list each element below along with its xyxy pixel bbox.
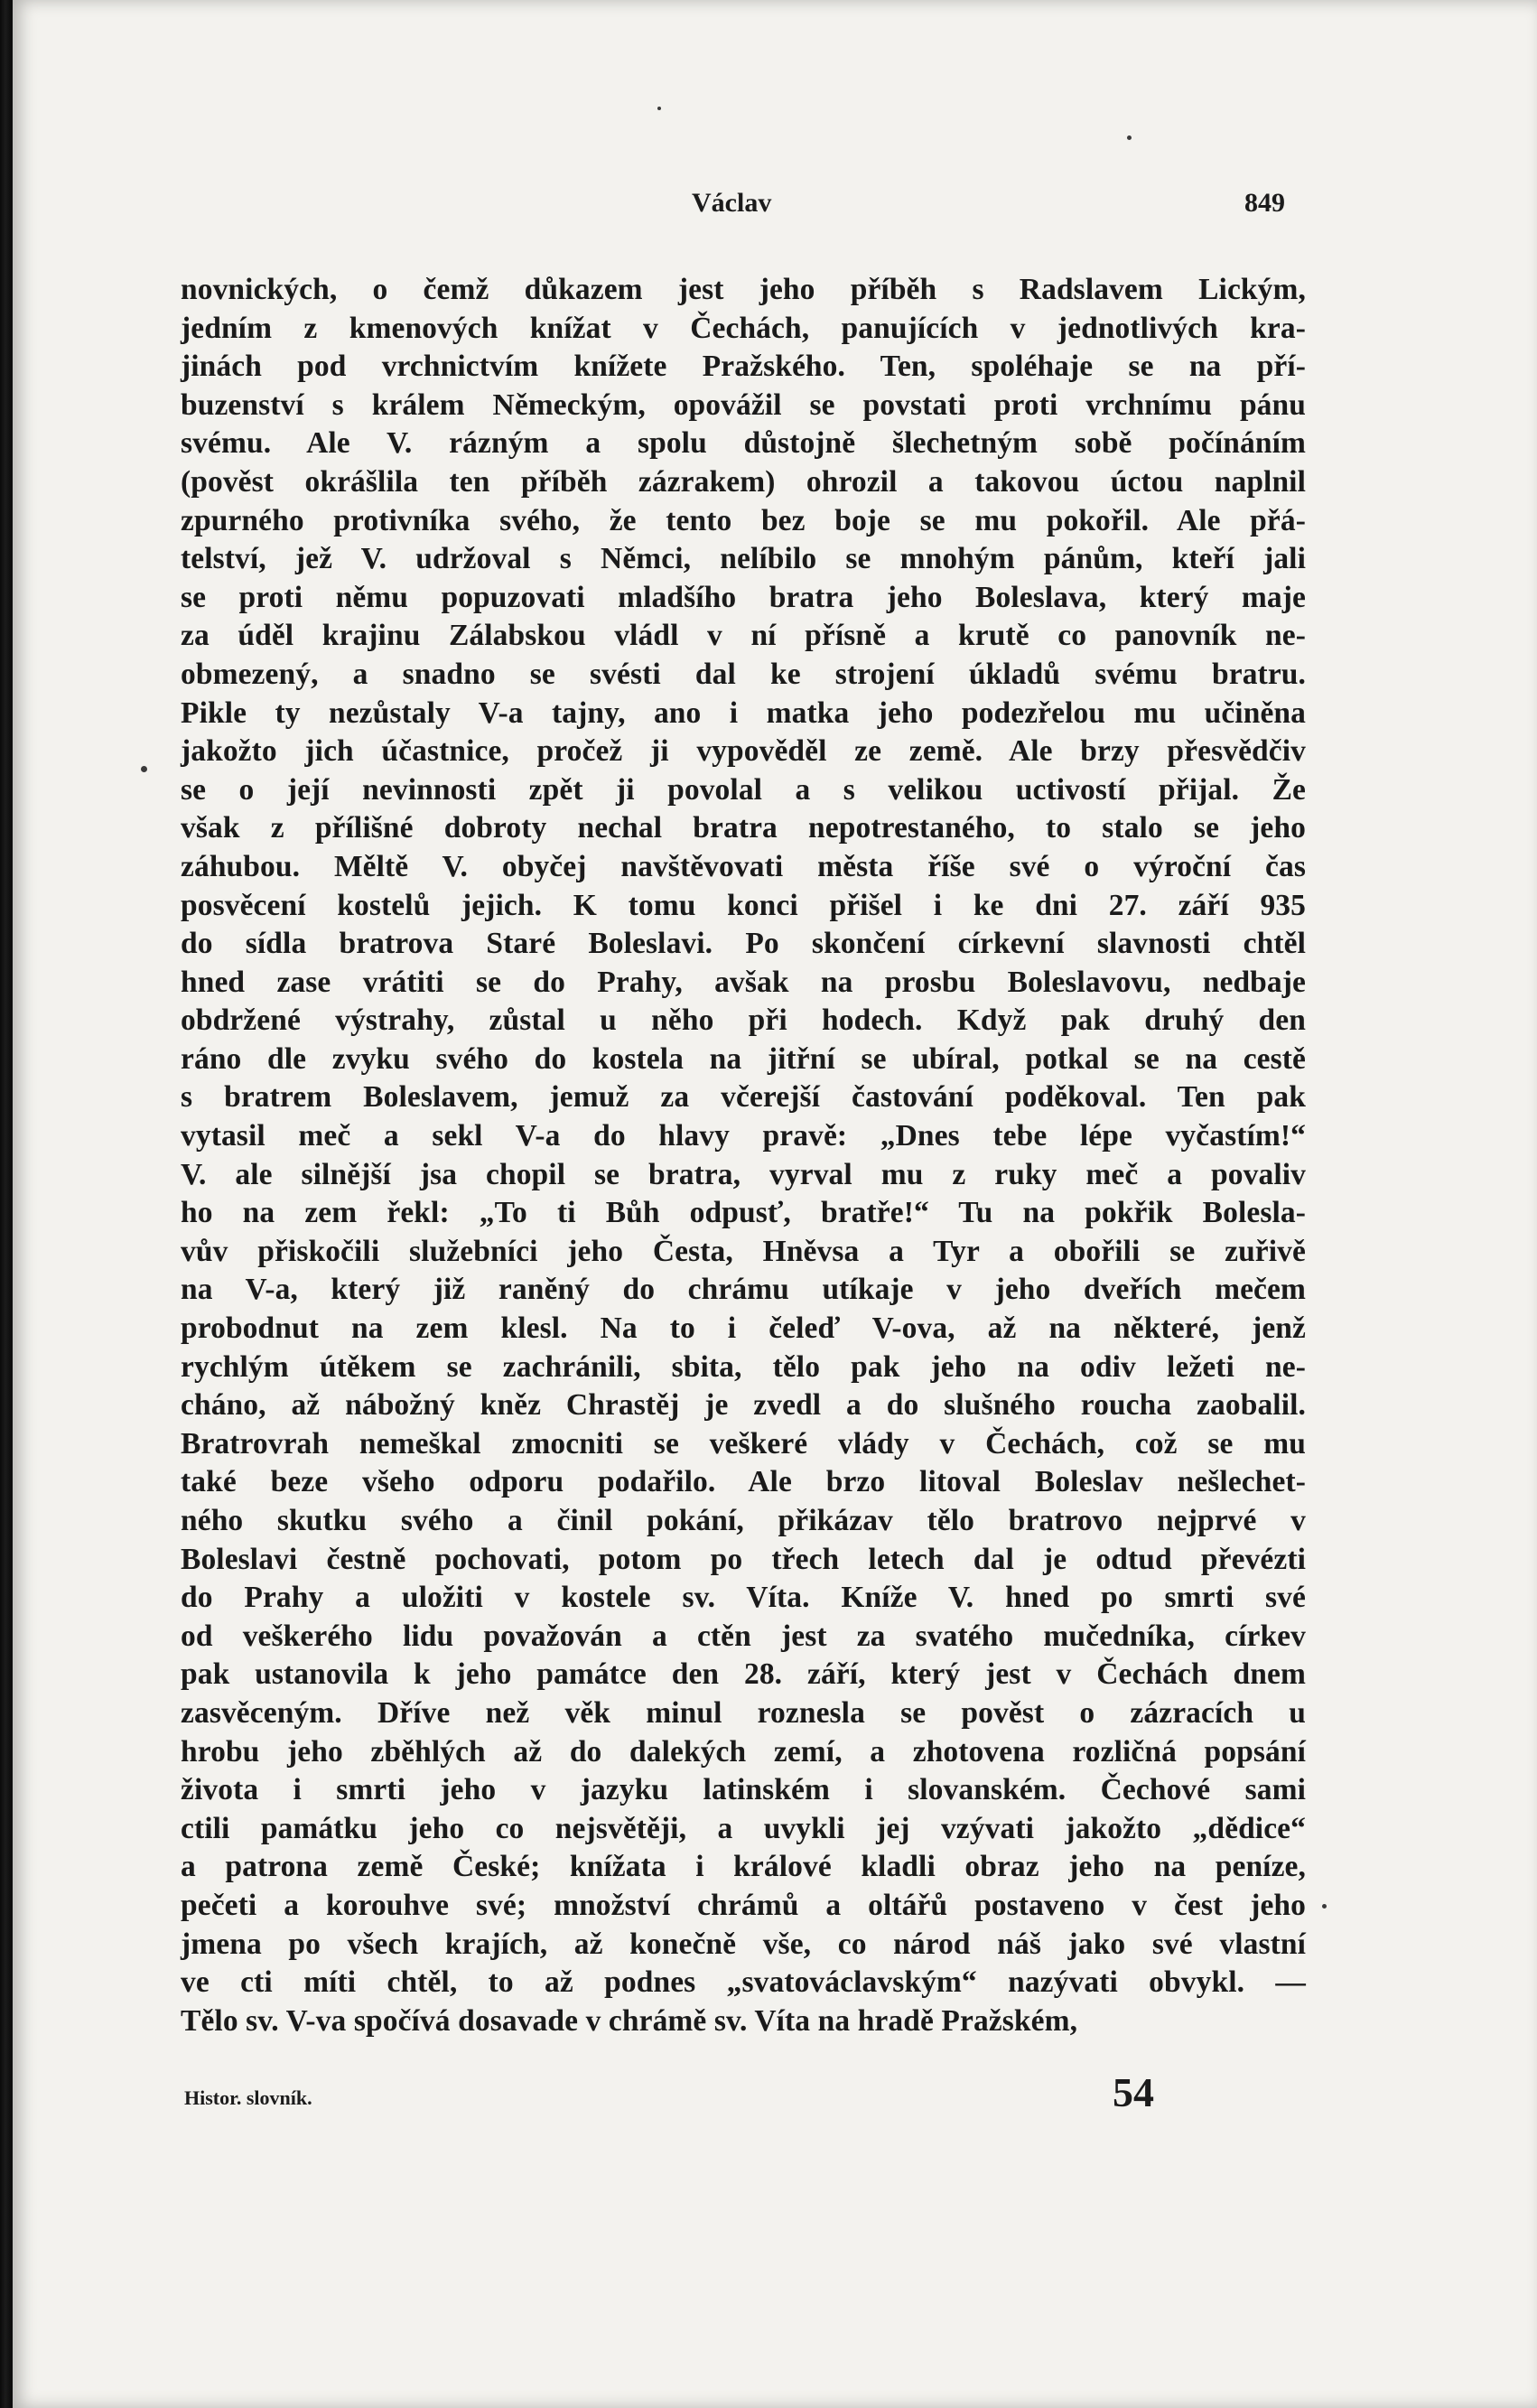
text-line: jinách pod vrchnictvím knížete Pražského. Ten, spoléhaje se na pří- xyxy=(181,350,1306,384)
page-header xyxy=(13,188,1537,233)
scan-speck xyxy=(657,107,661,110)
text-line: ného skutku svého a činil pokání, přikázav tělo bratrovo nejprvé v xyxy=(181,1504,1306,1537)
text-line: však z přílišné dobroty nechal bratra nepotrestaného, to stalo se jeho xyxy=(181,811,1306,845)
page-footer xyxy=(13,2068,1537,2141)
text-line: ho na zem řekl: „To ti Bůh odpusť, bratře!“ Tu na pokřik Bolesla- xyxy=(181,1196,1306,1230)
text-line: pečeti a korouhve své; množství chrámů a oltářů postaveno v čest jeho xyxy=(181,1888,1306,1922)
text-line: rychlým útěkem se zachránili, sbita, tělo pak jeho na odiv ležeti ne- xyxy=(181,1349,1306,1384)
text-line: vův přiskočili služebníci jeho Česta, Hněvsa a Tyr a obořili se zuřivě xyxy=(181,1234,1306,1268)
text-line: záhubou. Měltě V. obyčej navštěvovati města říše své o výroční čas xyxy=(181,849,1306,883)
scan-speck xyxy=(1127,135,1132,140)
text-line: V. ale silnější jsa chopil se bratra, vyrval mu z ruky meč a povaliv xyxy=(181,1157,1306,1191)
text-line: za úděl krajinu Zálabskou vládl v ní přísně a krutě co panovník ne- xyxy=(181,619,1306,653)
text-line: vytasil meč a sekl V-a do hlavy pravě: „Dnes tebe lépe vyčastím!“ xyxy=(181,1119,1306,1153)
scan-speck xyxy=(141,766,147,772)
text-line: obdržené výstrahy, zůstal u něho při hodech. Když pak druhý den xyxy=(181,1003,1306,1038)
text-line: se proti němu popuzovati mladšího bratra jeho Boleslava, který maje xyxy=(181,580,1306,614)
text-line: ctili památku jeho co nejsvětěji, a uvykli jej vzývati jakožto „dědice“ xyxy=(181,1811,1306,1845)
text-line: hned zase vrátiti se do Prahy, avšak na prosbu Boleslavovu, nedbaje xyxy=(181,965,1306,999)
text-line: jmena po všech krajích, až konečně vše, co národ náš jako své vlastní xyxy=(181,1927,1306,1961)
text-line: probodnut na zem klesl. Na to i čeleď V-ova, až na některé, jenž xyxy=(181,1311,1306,1346)
text-line: do Prahy a uložiti v kostele sv. Víta. Kníže V. hned po smrti své xyxy=(181,1581,1306,1615)
text-line: s bratrem Boleslavem, jemuž za včerejší častování poděkoval. Ten pak xyxy=(181,1080,1306,1115)
text-line: Bratrovrah nemeškal zmocniti se veškeré vlády v Čechách, což se mu xyxy=(181,1426,1306,1461)
text-line: a patrona země České; knížata i králové kladli obraz jeho na peníze, xyxy=(181,1850,1306,1884)
text-line: od veškerého lidu považován a ctěn jest za svatého mučedníka, církev xyxy=(181,1619,1306,1653)
text-line: obmezený, a snadno se svésti dal ke strojení úkladů svému bratru. xyxy=(181,657,1306,691)
text-line: na V-a, který již raněný do chrámu utíkaje v jeho dveřích mečem xyxy=(181,1273,1306,1307)
text-line: zpurného protivníka svého, že tento bez boje se mu pokořil. Ale přá- xyxy=(181,503,1306,537)
text-line: Pikle ty nezůstaly V-a tajny, ano i matka jeho podezřelou mu učiněna xyxy=(181,695,1306,730)
text-line: do sídla bratrova Staré Boleslavi. Po skončení církevní slavnosti chtěl xyxy=(181,927,1306,961)
running-title: Václav xyxy=(692,188,772,218)
text-line: novnických, o čemž důkazem jest jeho příběh s Radslavem Lickým, xyxy=(181,273,1306,306)
text-line: (pověst okrášlila ten příběh zázrakem) ohrozil a takovou úctou naplnil xyxy=(181,464,1306,499)
page-number: 849 xyxy=(1244,188,1285,218)
text-line: Boleslavi čestně pochovati, potom po třech letech dal je odtud převézti xyxy=(181,1542,1306,1576)
text-line: svému. Ale V. rázným a spolu důstojně šlechetným sobě počínáním xyxy=(181,426,1306,461)
text-line: ve cti míti chtěl, to až podnes „svatováclavským“ nazývati obvykl. — xyxy=(181,1965,1306,2000)
body-text xyxy=(181,271,1306,2040)
text-line: cháno, až nábožný kněz Chrastěj je zvedl a do slušného roucha zaobalil. xyxy=(181,1388,1306,1423)
scan-speck xyxy=(1322,1904,1327,1909)
text-line: posvěcení kostelů jejich. K tomu konci přišel i ke dni 27. září 935 xyxy=(181,888,1306,922)
text-line: hrobu jeho zběhlých až do dalekých zemí, a zhotovena rozličná popsání xyxy=(181,1734,1306,1769)
text-line: pak ustanovila k jeho památce den 28. září, který jest v Čechách dnem xyxy=(181,1657,1306,1692)
text-line: také beze všeho odporu podařilo. Ale brzo litoval Boleslav nešlechet- xyxy=(181,1465,1306,1499)
sheet-number: 54 xyxy=(1113,2069,1154,2115)
text-line: jedním z kmenových knížat v Čechách, panujících v jednotlivých kra- xyxy=(181,311,1306,345)
text-line: ráno dle zvyku svého do kostela na jitřní se ubíral, potkal se na cestě xyxy=(181,1041,1306,1076)
text-line: života i smrti jeho v jazyku latinském i slovanském. Čechové sami xyxy=(181,1773,1306,1807)
text-line: se o její nevinnosti zpět ji povolal a s velikou uctivostí přijal. Že xyxy=(181,772,1306,807)
text-line: jakožto jich účastnice, pročež ji vypověděl ze země. Ale brzy přesvědčiv xyxy=(181,734,1306,769)
text-line: buzenství s králem Německým, opovážil se povstati proti vrchnímu pánu xyxy=(181,387,1306,422)
text-line: telství, jež V. udržoval s Němci, nelíbilo se mnohým pánům, kteří jali xyxy=(181,542,1306,576)
text-line: Tělo sv. V-va spočívá dosavade v chrámě sv. Víta na hradě Pražském, xyxy=(181,2003,1078,2038)
book-page xyxy=(13,0,1537,2408)
signature-mark: Histor. slovník. xyxy=(184,2086,312,2109)
text-line: zasvěceným. Dříve než věk minul roznesla se pověst o zázracích u xyxy=(181,1695,1306,1730)
